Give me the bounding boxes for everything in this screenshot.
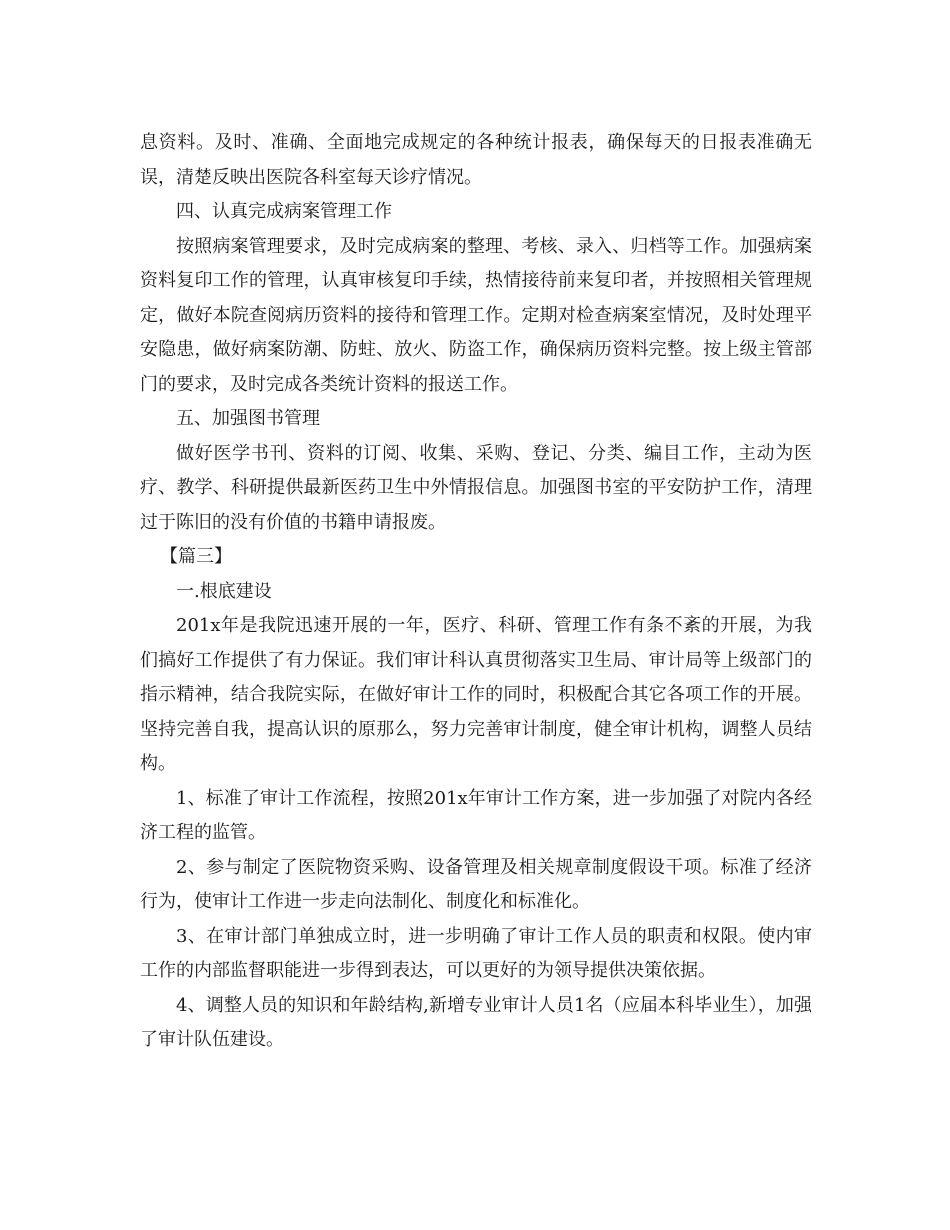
list-item: 3、在审计部门单独成立时，进一步明确了审计工作人员的职责和权限。使内审工作的内部监督职能进一步得到表达，可以更好的为领导提供决策依据。 [140,925,812,981]
paragraph-library-management: 做好医学书刊、资料的订阅、收集、采购、登记、分类、编目工作，主动为医疗、教学、科研提供最新医药卫生中外情报信息。加强图书室的平安防护工作，清理过于陈旧的没有价值的书籍申请报废。 [140,442,812,533]
heading-five: 五、加强图书管理 [176,408,320,429]
document-body [140,126,812,1058]
list-item: 2、参与制定了医院物资采购、设备管理及相关规章制度假设干项。标准了经济行为，使审计工作进一步走向法制化、制度化和标准化。 [140,856,812,912]
heading-one: 一.根底建设 [176,580,272,602]
paragraph-continued: 息资料。及时、准确、全面地完成规定的各种统计报表，确保每天的日报表准确无误，清楚反映出医院各科室每天诊疗情况。 [140,132,812,188]
heading-four: 四、认真完成病案管理工作 [176,201,392,222]
paragraph-records-management: 按照病案管理要求，及时完成病案的整理、考核、录入、归档等工作。加强病案资料复印工作的管理，认真审核复印手续，热情接待前来复印者，并按照相关管理规定，做好本院查阅病历资料的接待和管理工作。定期对检查病案室情况，及时处理平安隐患，做好病案防潮、防蛀、放火、防盗工作，确保病历资料完整。按上级主管部门的要求，及时完成各类统计资料的报送工作。 [140,235,812,395]
list-item: 4、调整人员的知识和年龄结构,新增专业审计人员1名（应届本科毕业生），加强了审计队伍建设。 [140,994,812,1050]
paragraph-infrastructure: 201x年是我院迅速开展的一年，医疗、科研、管理工作有条不紊的开展，为我们搞好工作提供了有力保证。我们审计科认真贯彻落实卫生局、审计局等上级部门的指示精神，结合我院实际，在做好审计工作的同时，积极配合其它各项工作的开展。坚持完善自我，提高认识的原那么，努力完善审计制度，健全审计机构，调整人员结构。 [140,615,812,774]
list-item: 1、标准了审计工作流程，按照201x年审计工作方案，进一步加强了对院内各经济工程的监管。 [140,787,812,843]
section-title-part-three: 【篇三】 [160,546,232,567]
